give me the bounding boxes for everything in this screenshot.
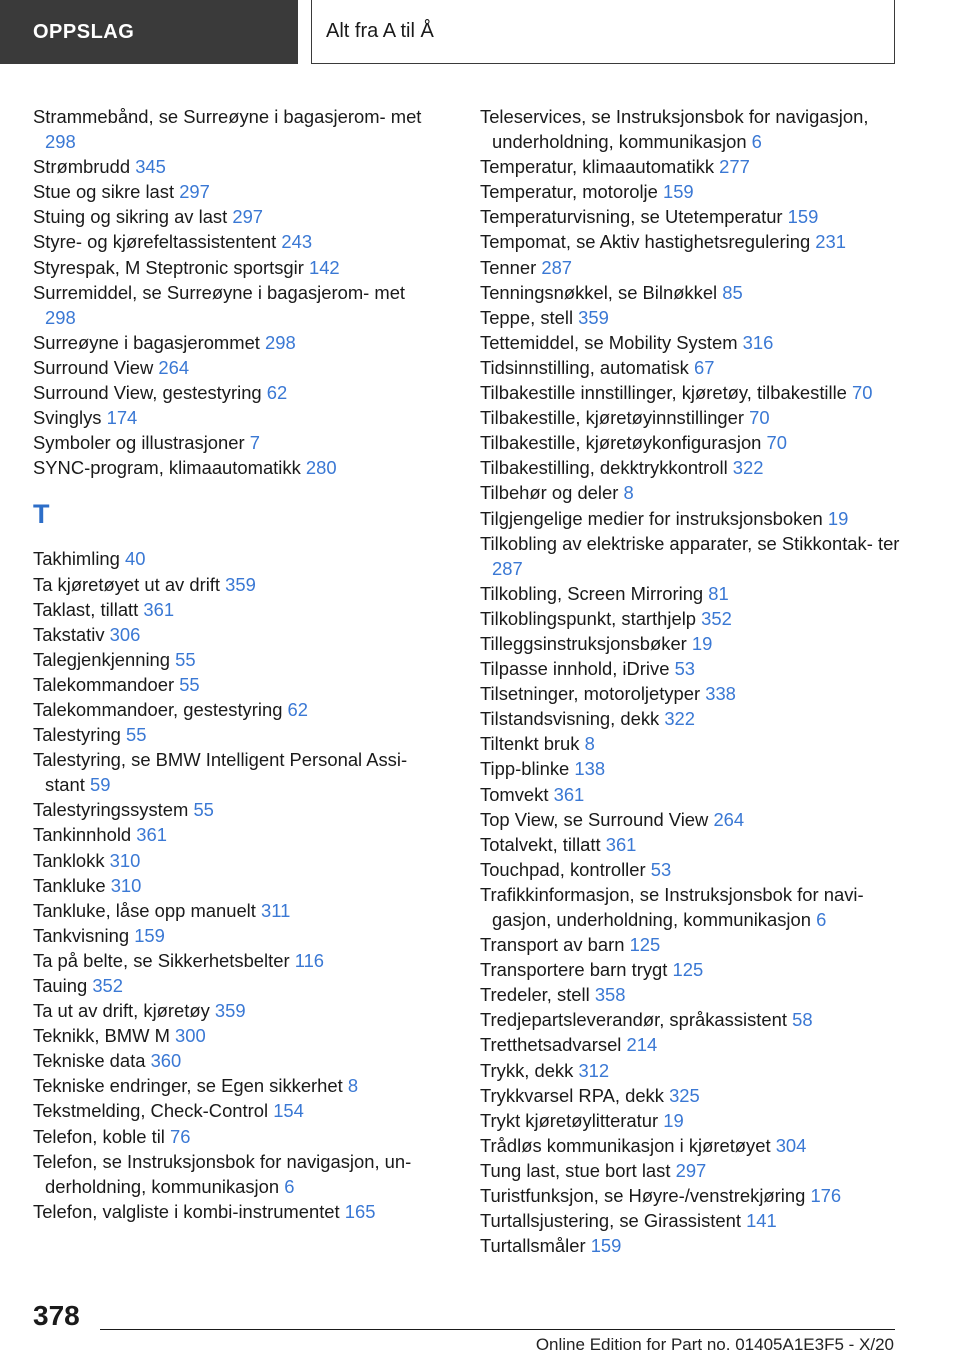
- index-entry: [33, 104, 433, 154]
- index-entry-term: Tankinnhold: [33, 824, 137, 846]
- index-entry-term: Surround View, gestestyring: [33, 382, 267, 404]
- index-group-t: [33, 546, 433, 1224]
- index-entry-term: Symboler og illustrasjoner: [33, 432, 250, 454]
- index-entry: [480, 957, 900, 982]
- index-entry-page-link[interactable]: 154: [273, 1100, 304, 1122]
- index-entry: [480, 631, 900, 656]
- index-entry-term: Talegjenkjenning: [33, 648, 176, 670]
- index-entry: [33, 330, 433, 355]
- index-entry-term: Tenningsnøkkel, se Bilnøkkel: [480, 281, 723, 303]
- index-entry-term: Transportere barn trygt: [480, 959, 673, 981]
- footer-divider: [100, 1329, 895, 1330]
- index-entry: [480, 731, 900, 756]
- index-entry: [480, 656, 900, 681]
- index-entry-page-link[interactable]: 214: [626, 1034, 658, 1056]
- index-entry-page-link[interactable]: 243: [281, 231, 313, 253]
- index-entry-page-link[interactable]: 264: [158, 356, 190, 378]
- index-entry-page-link[interactable]: 280: [305, 457, 337, 479]
- index-entry-term: Talekommandoer, gestestyring: [33, 698, 288, 720]
- index-entry-page-link[interactable]: 322: [732, 457, 764, 479]
- index-entry: [33, 898, 433, 923]
- index-entry: [480, 756, 900, 781]
- index-entry: [33, 546, 433, 571]
- index-entry: [33, 179, 433, 204]
- index-entry: [480, 455, 900, 480]
- index-entry-term: Ta på belte, se Sikkerhetsbelter: [33, 949, 295, 971]
- index-entry-page-link[interactable]: 8: [347, 1075, 359, 1097]
- section-letter-heading: T: [33, 499, 50, 530]
- index-entry: [33, 1023, 433, 1048]
- index-entry-page-link[interactable]: 361: [143, 598, 175, 620]
- index-entry-term: Talekommandoer: [33, 673, 180, 695]
- index-entry-page-link[interactable]: 55: [126, 724, 147, 746]
- index-entry-term: Tilbakestille innstillinger, kjøretøy, tilbakestille: [480, 382, 853, 404]
- index-entry-page-link[interactable]: 55: [193, 799, 214, 821]
- index-entry-page-link[interactable]: 159: [662, 181, 694, 203]
- index-entry-term: Tilbakestilling, dekktrykkontroll: [480, 457, 733, 479]
- index-entry-term: Ta ut av drift, kjøretøy: [33, 1000, 215, 1022]
- index-entry: [33, 722, 433, 747]
- index-entry-page-link[interactable]: 55: [179, 673, 200, 695]
- index-entry-term: Tilgjengelige medier for instruksjonsboken: [480, 507, 828, 529]
- index-entry-term: Tidsinnstilling, automatisk: [480, 356, 694, 378]
- index-entry-term: Turtallsmåler: [480, 1235, 591, 1257]
- index-entry-page-link[interactable]: 360: [150, 1050, 182, 1072]
- index-entry-term: Surround View: [33, 356, 159, 378]
- index-entry-term: Tilstandsvisning, dekk: [480, 708, 665, 730]
- index-entry: [480, 380, 900, 405]
- index-entry: [480, 506, 900, 531]
- index-entry-term: Trykk, dekk: [480, 1059, 579, 1081]
- index-entry-page-link[interactable]: 352: [701, 607, 732, 629]
- index-entry-page-link[interactable]: 287: [492, 557, 523, 579]
- index-entry-page-link[interactable]: 277: [719, 156, 750, 178]
- index-entry-term: Tekstmelding, Check-Control: [33, 1100, 274, 1122]
- index-entry: [480, 982, 900, 1007]
- index-entry: [480, 179, 900, 204]
- index-entry: [480, 204, 900, 229]
- index-entry: [480, 1083, 900, 1108]
- index-entry: [33, 647, 433, 672]
- index-entry: [480, 104, 900, 154]
- index-entry-term: Surreøyne i bagasjerommet: [33, 331, 266, 353]
- index-entry-term: Tettemiddel, se Mobility System: [480, 331, 743, 353]
- index-entry-term: Surremiddel, se Surreøyne i bagasjerom‐ met: [33, 281, 406, 303]
- index-entry-term: Tilbehør og deler: [480, 482, 624, 504]
- index-entry-page-link[interactable]: 359: [578, 306, 609, 328]
- index-entry-term: Styrespak, M Steptronic sportsgir: [33, 256, 309, 278]
- index-entry-page-link[interactable]: 70: [852, 382, 873, 404]
- index-entry-page-link[interactable]: 8: [584, 733, 595, 755]
- index-entry: [480, 581, 900, 606]
- header-section-label: OPPSLAG: [33, 20, 135, 43]
- index-entry: [480, 1183, 900, 1208]
- index-entry: [480, 882, 900, 932]
- index-entry-page-link[interactable]: 312: [578, 1059, 610, 1081]
- index-entry: [33, 572, 433, 597]
- index-entry-term: Takhimling: [33, 548, 125, 570]
- index-entry-term: Telefon, se Instruksjonsbok for navigasjon, un‐ derholdning, kommunikasjon: [33, 1150, 412, 1197]
- index-entry-term: Tanklokk: [33, 849, 110, 871]
- index-entry: [480, 1108, 900, 1133]
- index-entry: [33, 229, 433, 254]
- index-entry-page-link[interactable]: 141: [746, 1210, 777, 1232]
- index-entry: [33, 797, 433, 822]
- index-entry-term: Tilkoblingspunkt, starthjelp: [480, 607, 702, 629]
- index-entry: [480, 154, 900, 179]
- page-number: 378: [33, 1300, 80, 1331]
- index-entry-term: Styre- og kjørefeltassistentent: [33, 231, 282, 253]
- index-entry-page-link[interactable]: 300: [175, 1025, 206, 1047]
- index-entry-page-link[interactable]: 125: [629, 934, 661, 956]
- index-entry-term: Tankluke, låse opp manuelt: [33, 899, 261, 921]
- index-entry-page-link[interactable]: 19: [691, 632, 713, 654]
- index-entry-page-link[interactable]: 67: [693, 356, 715, 378]
- index-entry-term: Transport av barn: [480, 934, 630, 956]
- index-entry-term: Trafikkinformasjon, se Instruksjonsbok for navi‐ gasjon, underholdning, kommunikasjon: [480, 883, 864, 930]
- index-entry-page-link[interactable]: 298: [265, 331, 296, 353]
- index-entry-term: Top View, se Surround View: [480, 808, 714, 830]
- index-entry-term: Turistfunksjon, se Høyre-/venstrekjøring: [480, 1185, 811, 1207]
- index-entry-term: Trykkvarsel RPA, dekk: [480, 1084, 670, 1106]
- index-entry: [33, 973, 433, 998]
- index-entry: [480, 1133, 900, 1158]
- index-entry-page-link[interactable]: 325: [669, 1084, 700, 1106]
- index-entry: [480, 932, 900, 957]
- index-entry: [480, 606, 900, 631]
- index-entry-term: Temperatur, motorolje: [480, 181, 663, 203]
- index-entry: [33, 1124, 433, 1149]
- index-entry-term: Stue og sikre last: [33, 181, 180, 203]
- index-entry: [33, 204, 433, 229]
- index-entry-term: Teleservices, se Instruksjonsbok for navigasjon, underholdning, kommunikasjon: [480, 106, 869, 153]
- index-entry-page-link[interactable]: 345: [135, 156, 166, 178]
- index-entry: [480, 330, 900, 355]
- index-entry: [33, 430, 433, 455]
- index-entry-term: Telefon, koble til: [33, 1125, 170, 1147]
- index-entry-term: Turtallsjustering, se Girassistent: [480, 1210, 747, 1232]
- index-entry-page-link[interactable]: 297: [675, 1159, 707, 1181]
- index-entry-page-link[interactable]: 358: [594, 984, 626, 1006]
- index-entry-term: Tredeler, stell: [480, 984, 595, 1006]
- index-entry-page-link[interactable]: 76: [170, 1125, 191, 1147]
- index-entry: [33, 597, 433, 622]
- index-entry: [33, 1098, 433, 1123]
- index-entry-page-link[interactable]: 55: [175, 648, 196, 670]
- index-entry-page-link[interactable]: 338: [705, 683, 736, 705]
- index-entry-term: Tilbakestille, kjøretøyinnstillinger: [480, 407, 750, 429]
- index-entry-page-link[interactable]: 125: [672, 959, 704, 981]
- index-entry-page-link[interactable]: 306: [109, 623, 141, 645]
- header-title-box: [311, 0, 895, 64]
- index-entry: [480, 1158, 900, 1183]
- index-entry: [480, 405, 900, 430]
- index-entry-term: Tretthetsadvarsel: [480, 1034, 627, 1056]
- index-entry: [33, 822, 433, 847]
- index-entry-term: Ta kjøretøyet ut av drift: [33, 573, 226, 595]
- index-entry-page-link[interactable]: 53: [674, 658, 696, 680]
- index-entry: [33, 747, 433, 797]
- index-entry-page-link[interactable]: 40: [125, 548, 146, 570]
- index-entry-term: Tung last, stue bort last: [480, 1159, 676, 1181]
- index-entry: [480, 832, 900, 857]
- index-entry-page-link[interactable]: 116: [294, 949, 325, 971]
- index-entry: [33, 1073, 433, 1098]
- index-entry: [480, 355, 900, 380]
- index-entry-page-link[interactable]: 352: [92, 975, 123, 996]
- index-entry-term: Tekniske endringer, se Egen sikkerhet: [33, 1075, 348, 1097]
- index-entry-page-link[interactable]: 19: [827, 507, 849, 529]
- index-entry-page-link[interactable]: 7: [249, 432, 260, 454]
- index-entry-term: Tomvekt: [480, 783, 554, 805]
- index-entry-term: Talestyringssystem: [33, 799, 194, 821]
- index-entry-term: Strømbrudd: [33, 156, 136, 178]
- index-entry-page-link[interactable]: 6: [284, 1175, 295, 1197]
- index-entry: [480, 1208, 900, 1233]
- index-entry: [480, 1007, 900, 1032]
- index-entry-page-link[interactable]: 176: [810, 1185, 842, 1207]
- index-entry: [33, 998, 433, 1023]
- index-entry: [33, 923, 433, 948]
- index-entry-page-link[interactable]: 297: [232, 206, 264, 228]
- index-entry-page-link[interactable]: 8: [623, 482, 634, 504]
- index-entry-term: Tilleggsinstruksjonsbøker: [480, 632, 692, 654]
- index-entry-page-link[interactable]: 62: [287, 698, 308, 720]
- index-entry: [33, 697, 433, 722]
- index-entry-page-link[interactable]: 165: [344, 1200, 376, 1222]
- index-entry: [33, 1149, 433, 1199]
- footer-edition-text: Online Edition for Part no. 01405A1E3F5 - X/20: [535, 1335, 894, 1354]
- index-entry: [33, 622, 433, 647]
- index-entry-term: Tilsetninger, motoroljetyper: [480, 683, 706, 705]
- index-entry-term: Trådløs kommunikasjon i kjøretøyet: [480, 1134, 776, 1156]
- index-entry-page-link[interactable]: 359: [214, 1000, 246, 1022]
- index-entry-term: Totalvekt, tillatt: [480, 833, 606, 855]
- index-entry-page-link[interactable]: 304: [775, 1134, 807, 1156]
- index-entry: [480, 681, 900, 706]
- index-entry-term: Tilpasse innhold, iDrive: [480, 658, 675, 680]
- index-entry-page-link[interactable]: 297: [179, 181, 210, 203]
- index-entry: [480, 1032, 900, 1057]
- index-entry-term: Tauing: [33, 975, 93, 996]
- index-entry-page-link[interactable]: 70: [749, 407, 770, 429]
- index-entry-term: Tankluke: [33, 874, 111, 896]
- index-entry-term: Tenner: [480, 256, 542, 278]
- index-entry-page-link[interactable]: 159: [787, 206, 819, 228]
- index-entry-term: SYNC-program, klimaautomatikk: [33, 457, 306, 479]
- index-entry-page-link[interactable]: 62: [266, 382, 288, 404]
- index-entry-term: Takstativ: [33, 623, 110, 645]
- index-entry: [33, 1199, 433, 1224]
- index-entry-term: Svinglys: [33, 407, 107, 429]
- index-entry: [480, 280, 900, 305]
- index-entry-term: Trykt kjøretøylitteratur: [480, 1109, 664, 1131]
- index-entry-page-link[interactable]: 6: [816, 909, 827, 930]
- index-entry-page-link[interactable]: 361: [553, 783, 585, 805]
- index-entry-page-link[interactable]: 264: [713, 808, 745, 830]
- header-title: Alt fra A til Å: [326, 20, 434, 42]
- index-entry: [480, 1233, 900, 1258]
- index-entry: [480, 430, 900, 455]
- index-entry-page-link[interactable]: 316: [742, 331, 774, 353]
- index-entry-term: Talestyring, se BMW Intelligent Personal Assi‐ stant: [33, 749, 408, 796]
- index-entry-page-link[interactable]: 322: [664, 708, 696, 730]
- index-entry: [480, 255, 900, 280]
- index-entry-term: Tempomat, se Aktiv hastighetsregulering: [480, 231, 816, 253]
- index-entry-page-link[interactable]: 359: [225, 573, 256, 595]
- index-entry-page-link[interactable]: 310: [109, 849, 141, 871]
- index-entry-term: Talestyring: [33, 724, 127, 746]
- index-entry-page-link[interactable]: 6: [751, 131, 762, 153]
- index-entry: [33, 280, 433, 330]
- index-entry-page-link[interactable]: 81: [708, 582, 729, 604]
- index-group-t-continued: [480, 104, 900, 1258]
- index-entry: [480, 305, 900, 330]
- index-entry-page-link[interactable]: 231: [815, 231, 846, 253]
- index-entry-term: Temperatur, klimaautomatikk: [480, 156, 720, 178]
- index-entry: [480, 480, 900, 505]
- index-entry-term: Strammebånd, se Surreøyne i bagasjerom‐ met: [33, 106, 422, 127]
- index-entry-term: Tredjepartsleverandør, språkassistent: [480, 1009, 793, 1031]
- index-entry: [480, 531, 900, 581]
- index-entry: [480, 857, 900, 882]
- header-section-tab: [0, 0, 298, 64]
- index-entry-page-link[interactable]: 159: [134, 924, 165, 946]
- index-entry-page-link[interactable]: 174: [106, 407, 138, 429]
- index-entry-page-link[interactable]: 59: [89, 774, 111, 796]
- index-entry-page-link[interactable]: 58: [792, 1009, 813, 1031]
- index-entry-page-link[interactable]: 53: [650, 858, 672, 880]
- index-entry-term: Stuing og sikring av last: [33, 206, 233, 228]
- index-entry: [33, 355, 433, 380]
- index-entry: [33, 455, 433, 480]
- index-entry: [33, 154, 433, 179]
- index-entry-term: Tilkobling, Screen Mirroring: [480, 582, 709, 604]
- index-entry-page-link[interactable]: 19: [663, 1109, 684, 1131]
- index-entry-page-link[interactable]: 142: [308, 256, 340, 278]
- index-entry-page-link[interactable]: 138: [574, 758, 606, 780]
- index-entry: [480, 229, 900, 254]
- index-entry: [33, 848, 433, 873]
- index-entry: [33, 873, 433, 898]
- index-column-left: [33, 104, 433, 1224]
- index-entry: [480, 807, 900, 832]
- index-entry-page-link[interactable]: 310: [110, 874, 142, 896]
- index-entry-term: Temperaturvisning, se Utetemperatur: [480, 206, 788, 228]
- index-entry-page-link[interactable]: 159: [590, 1235, 622, 1257]
- index-entry: [33, 405, 433, 430]
- index-entry-term: Tankvisning: [33, 924, 135, 946]
- index-entry-term: Touchpad, kontroller: [480, 858, 651, 880]
- index-entry: [33, 380, 433, 405]
- index-entry-term: Teknikk, BMW M: [33, 1025, 176, 1047]
- index-entry-page-link[interactable]: 311: [260, 899, 291, 921]
- index-entry-page-link[interactable]: 85: [722, 281, 743, 303]
- index-entry-term: Tilbakestille, kjøretøykonfigurasjon: [480, 432, 767, 454]
- index-entry-page-link[interactable]: 361: [136, 824, 167, 846]
- index-entry: [33, 948, 433, 973]
- index-entry-page-link[interactable]: 287: [541, 256, 573, 278]
- index-entry-page-link[interactable]: 70: [766, 432, 787, 454]
- index-entry: [33, 255, 433, 280]
- index-column-right: [480, 104, 900, 1258]
- index-group-s: [33, 104, 433, 480]
- index-entry: [480, 706, 900, 731]
- index-entry-term: Tilkobling av elektriske apparater, se Stikkontak‐ ter: [480, 532, 900, 554]
- index-entry-term: Tipp-blinke: [480, 758, 575, 780]
- index-entry: [480, 782, 900, 807]
- index-entry-term: Telefon, valgliste i kombi-instrumentet: [33, 1200, 345, 1222]
- index-entry-page-link[interactable]: 298: [45, 306, 76, 328]
- index-entry-term: Tiltenkt bruk: [480, 733, 585, 755]
- index-entry-term: Tekniske data: [33, 1050, 151, 1072]
- index-entry: [480, 1058, 900, 1083]
- index-entry: [33, 672, 433, 697]
- index-entry-term: Teppe, stell: [480, 306, 579, 328]
- index-entry-page-link[interactable]: 298: [45, 131, 76, 153]
- index-entry-term: Taklast, tillatt: [33, 598, 144, 620]
- index-entry-page-link[interactable]: 361: [605, 833, 637, 855]
- index-entry: [33, 1048, 433, 1073]
